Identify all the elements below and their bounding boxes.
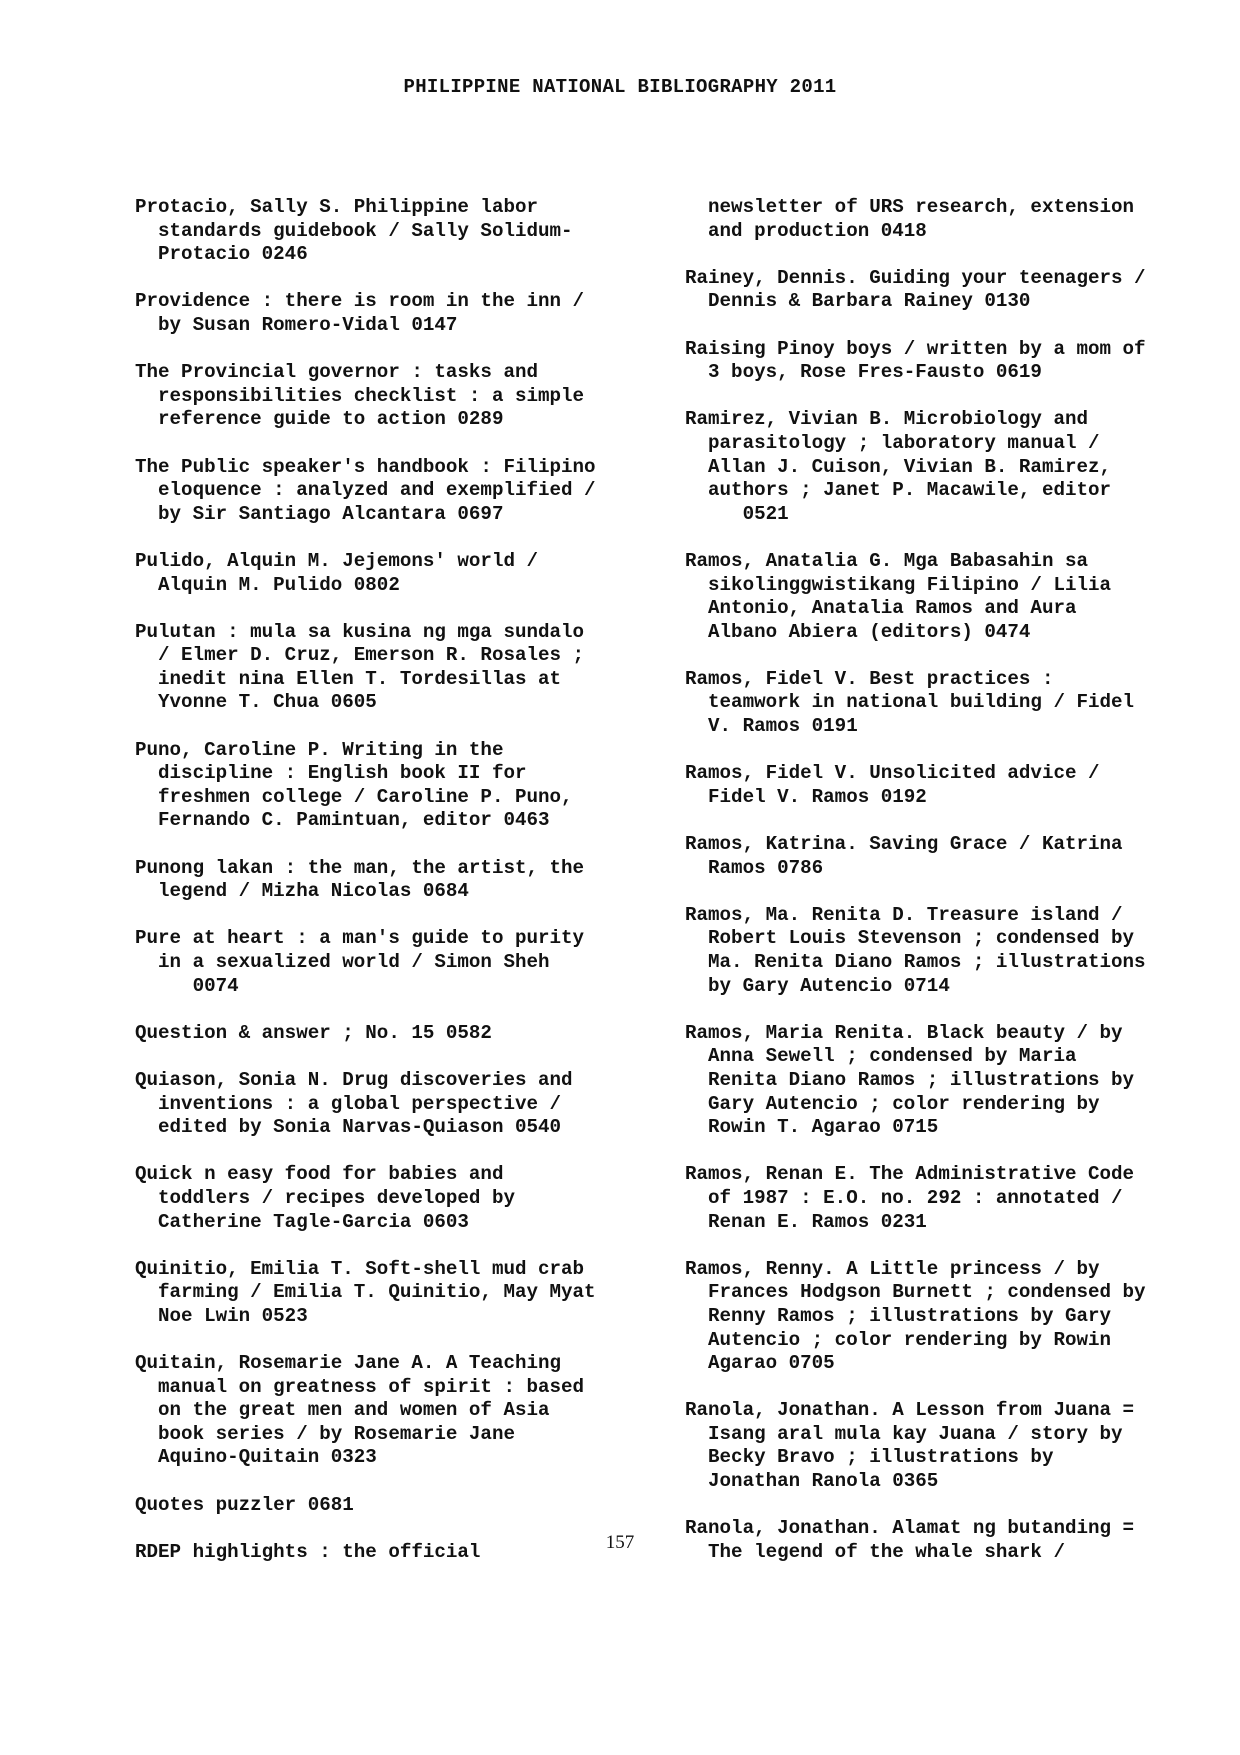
bibliography-entry: Quotes puzzler 0681 [135, 1493, 354, 1516]
bibliography-entry: Ranola, Jonathan. Alamat ng butanding = The legend of the whale shark / [685, 1517, 1135, 1563]
bibliography-entry: Punong lakan : the man, the artist, the legend / Mizha Nicolas 0684 [135, 856, 585, 903]
bibliography-entry: Ranola, Jonathan. A Lesson from Juana = Isang aral mula kay Juana / story by Becky Bravo ; illustrations by Jonathan Ranola 0365 [685, 1399, 1135, 1493]
page-header-title: PHILIPPINE NATIONAL BIBLIOGRAPHY 2011 [403, 76, 837, 98]
bibliography-entry: Pure at heart : a man's guide to purity in a sexualized world / Simon Sheh 0074 [135, 927, 585, 997]
bibliography-entry: Quiason, Sonia N. Drug discoveries and inventions : a global perspective / edited by Sonia Narvas-Quiason 0540 [135, 1068, 573, 1139]
bibliography-entry: Ramirez, Vivian B. Microbiology and parasitology ; laboratory manual / Allan J. Cuison, Vivian B. Ramirez, authors ; Janet P. Macawile, editor 0521 [685, 408, 1112, 525]
bibliography-entry: The Public speaker's handbook : Filipino eloquence : analyzed and exemplified / by Sir Santiago Alcantara 0697 [135, 455, 596, 525]
bibliography-entry: Pulutan : mula sa kusina ng mga sundalo / Elmer D. Cruz, Emerson R. Rosales ; inedit nina Ellen T. Tordesillas at Yvonne T. Chua 0605 [135, 620, 585, 714]
bibliography-entry: Quinitio, Emilia T. Soft-shell mud crab farming / Emilia T. Quinitio, May Myat Noe Lwin 0523 [135, 1257, 596, 1327]
bibliography-entry: Raising Pinoy boys / written by a mom of 3 boys, Rose Fres-Fausto 0619 [685, 337, 1146, 384]
bibliography-entry: Ramos, Renan E. The Administrative Code of 1987 : E.O. no. 292 : annotated / Renan E. Ramos 0231 [685, 1163, 1135, 1233]
bibliography-entry: Ramos, Ma. Renita D. Treasure island / Robert Louis Stevenson ; condensed by Ma. Renita Diano Ramos ; illustrations by Gary Autencio 0714 [685, 903, 1146, 997]
bibliography-entry: The Provincial governor : tasks and responsibilities checklist : a simple reference guide to action 0289 [135, 361, 585, 431]
bibliography-entry: Protacio, Sally S. Philippine labor standards guidebook / Sally Solidum- Protacio 0246 [135, 196, 573, 266]
bibliography-entry: Quick n easy food for babies and toddlers / recipes developed by Catherine Tagle-Garcia 0603 [135, 1163, 515, 1233]
bibliography-entry: Providence : there is room in the inn / by Susan Romero-Vidal 0147 [135, 290, 585, 336]
bibliography-entry: Pulido, Alquin M. Jejemons' world / Alquin M. Pulido 0802 [135, 549, 539, 596]
bibliography-entry: newsletter of URS research, extension and production 0418 [708, 196, 1135, 242]
left-column [135, 196, 655, 1588]
bibliography-entry: Ramos, Maria Renita. Black beauty / by Anna Sewell ; condensed by Maria Renita Diano Ramos ; illustrations by Gary Autencio ; color rendering by Rowin T. Agarao 0715 [685, 1021, 1135, 1139]
bibliography-entry: Ramos, Fidel V. Best practices : teamwork in national building / Fidel V. Ramos 0191 [685, 667, 1135, 738]
bibliography-entry: Rainey, Dennis. Guiding your teenagers / Dennis & Barbara Rainey 0130 [685, 266, 1146, 313]
bibliography-entry: Ramos, Renny. A Little princess / by Frances Hodgson Burnett ; condensed by Renny Ramos ; illustrations by Gary Autencio ; color rendering by Rowin Agarao 0705 [685, 1257, 1146, 1375]
bibliography-entry: Ramos, Fidel V. Unsolicited advice / Fidel V. Ramos 0192 [685, 762, 1100, 808]
page-number: 157 [605, 1532, 635, 1553]
bibliography-entry: Ramos, Anatalia G. Mga Babasahin sa sikolinggwistikang Filipino / Lilia Antonio, Anatalia Ramos and Aura Albano Abiera (editors) 0474 [685, 549, 1112, 643]
bibliography-entry: Ramos, Katrina. Saving Grace / Katrina Ramos 0786 [685, 833, 1123, 879]
bibliography-entry: RDEP highlights : the official [135, 1540, 481, 1563]
right-column [685, 196, 1205, 1588]
bibliography-entry: Question & answer ; No. 15 0582 [135, 1021, 492, 1044]
bibliography-entry: Quitain, Rosemarie Jane A. A Teaching manual on greatness of spirit : based on the great men and women of Asia book series / by Rosemarie Jane Aquino-Quitain 0323 [135, 1352, 585, 1469]
bibliography-entry: Puno, Caroline P. Writing in the discipline : English book II for freshmen college / Caroline P. Puno, Fernando C. Pamintuan, editor 0463 [135, 738, 573, 832]
